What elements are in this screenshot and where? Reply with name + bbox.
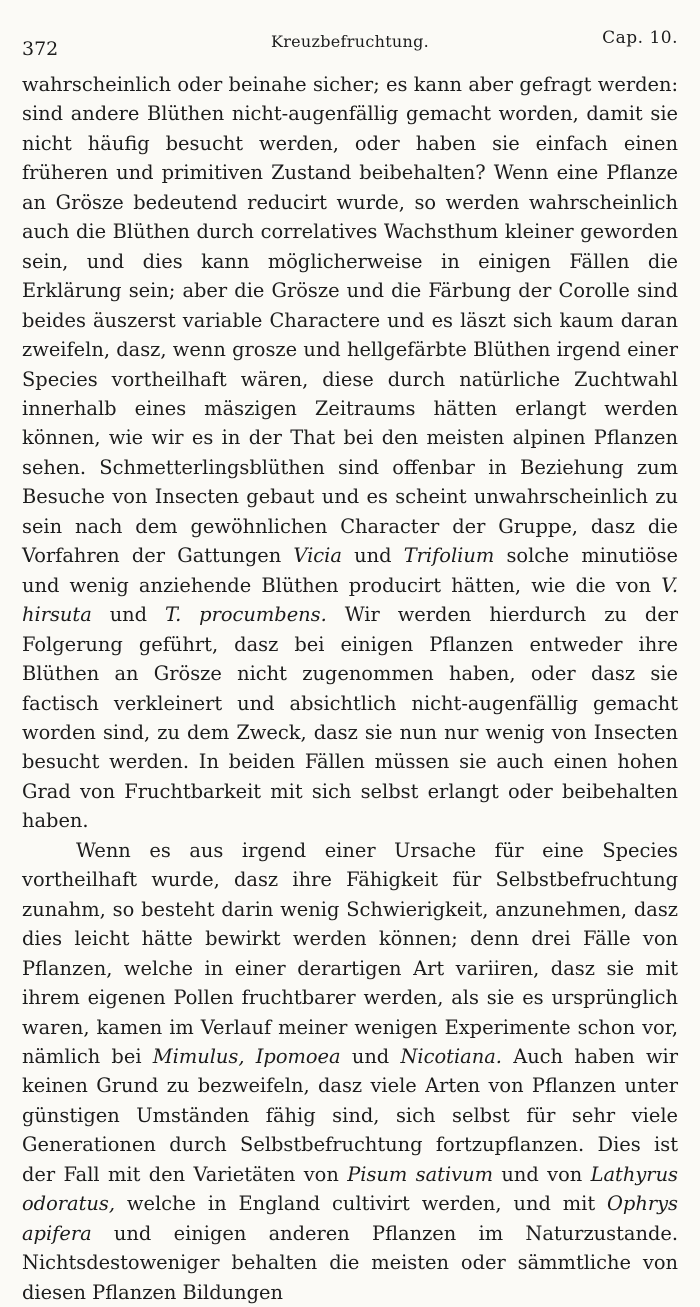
text-run: Auch haben wir keinen Grund zu bezweifeln, dasz viele Arten von Pflanzen unter günstigen Umständen fähig sind, sich selbst für sehr viele Generationen durch Selbstbefruchtung fortzupflanzen. Dies ist der Fall mit den Varietäten von — [22, 1044, 679, 1186]
paragraph-1 — [22, 70, 678, 836]
running-title: Kreuzbefruchtung. — [270, 32, 430, 51]
text-run: Wir werden hierdurch zu der Folgerung geführt, dasz bei einigen Pflanzen entweder ihre Blüthen an Grösze nicht zugenommen haben, oder dasz sie factisch verkleinert und absichtlich nicht-augenfällig gemacht worden sind, zu dem Zweck, dasz sie nun nur wenig von Insecten besucht werden. In beiden Fällen müssen sie auch einen hohen Grad von Fruchtbarkeit mit sich selbst erlangt oder beibehalten haben. — [22, 603, 679, 833]
italic-run: Trifolium — [403, 544, 495, 568]
text-run: wahrscheinlich oder beinahe sicher; es kann aber gefragt werden: sind andere Blüthen nicht-augenfällig gemacht worden, damit sie nicht häufig besucht werden, oder haben sie einfach einen früheren und primitiven Zustand beibehalten? Wenn eine Pflanze an Grösze bedeutend reducirt wurde, so werden wahrscheinlich auch die Blüthen durch correlatives Wachsthum kleiner geworden sein, und dies kann möglicherweise in einigen Fällen die Erklärung sein; aber die Grösze und die Färbung der Corolle sind beides äuszerst variable Charactere und es läszt sich kaum daran zweifeln, dasz, wenn grosze und hellgefärbte Blüthen irgend einer Species vortheilhaft wären, diese durch natürliche Zuchtwahl innerhalb eines mäszigen Zeitraums hätten erlangt werden können, wie wir es in der That bei den meisten alpinen Pflanzen sehen. Schmetterlingsblüthen sind offenbar in Beziehung zum Besuche von Insecten gebaut und es scheint unwahrscheinlich zu sein nach dem gewöhnlichen Character der Gruppe, dasz die Vorfahren der Gattungen — [22, 73, 678, 568]
italic-run: Lathyrus odoratus, — [22, 1162, 679, 1216]
body-text — [22, 70, 678, 1307]
text-run: und einigen anderen Pflanzen im Naturzustande. Nichtsdestoweniger behalten die meisten oder sämmtliche von diesen Pflanzen Bildungen — [22, 1221, 678, 1304]
italic-run: Ophrys apifera — [22, 1192, 678, 1245]
text-run: welche in England cultivirt werden, und mit — [115, 1192, 608, 1216]
text-run: und von — [493, 1162, 591, 1186]
italic-run: Nicotiana. — [400, 1044, 502, 1068]
text-run: und — [91, 603, 166, 627]
italic-run: Vicia — [293, 544, 342, 568]
page-header — [22, 24, 678, 70]
text-run: und — [341, 544, 404, 568]
text-run: solche minutiöse und wenig anziehende Blüthen producirt hätten, wie die von — [22, 544, 678, 597]
italic-run: Pisum sativum — [347, 1162, 493, 1186]
text-run: und — [340, 1044, 401, 1068]
italic-run: Mimulus, Ipomoea — [152, 1044, 341, 1068]
page-number: 372 — [22, 38, 59, 60]
chapter-label: Cap. 10. — [602, 28, 678, 48]
italic-run: T. procumbens. — [165, 603, 327, 627]
paragraph-2 — [22, 836, 678, 1307]
italic-run: V. hirsuta — [22, 573, 678, 627]
text-run: Wenn es aus irgend einer Ursache für eine Species vortheilhaft wurde, dasz ihre Fähigkeit für Selbstbefruchtung zunahm, so besteht darin wenig Schwierigkeit, anzunehmen, dasz dies leicht hätte bewirkt werden können; denn drei Fälle von Pflanzen, welche in einer derartigen Art variiren, dasz sie mit ihrem eigenen Pollen fruchtbarer werden, als sie es ursprünglich waren, kamen im Verlauf meiner wenigen Experimente schon vor, nämlich bei — [22, 838, 678, 1068]
